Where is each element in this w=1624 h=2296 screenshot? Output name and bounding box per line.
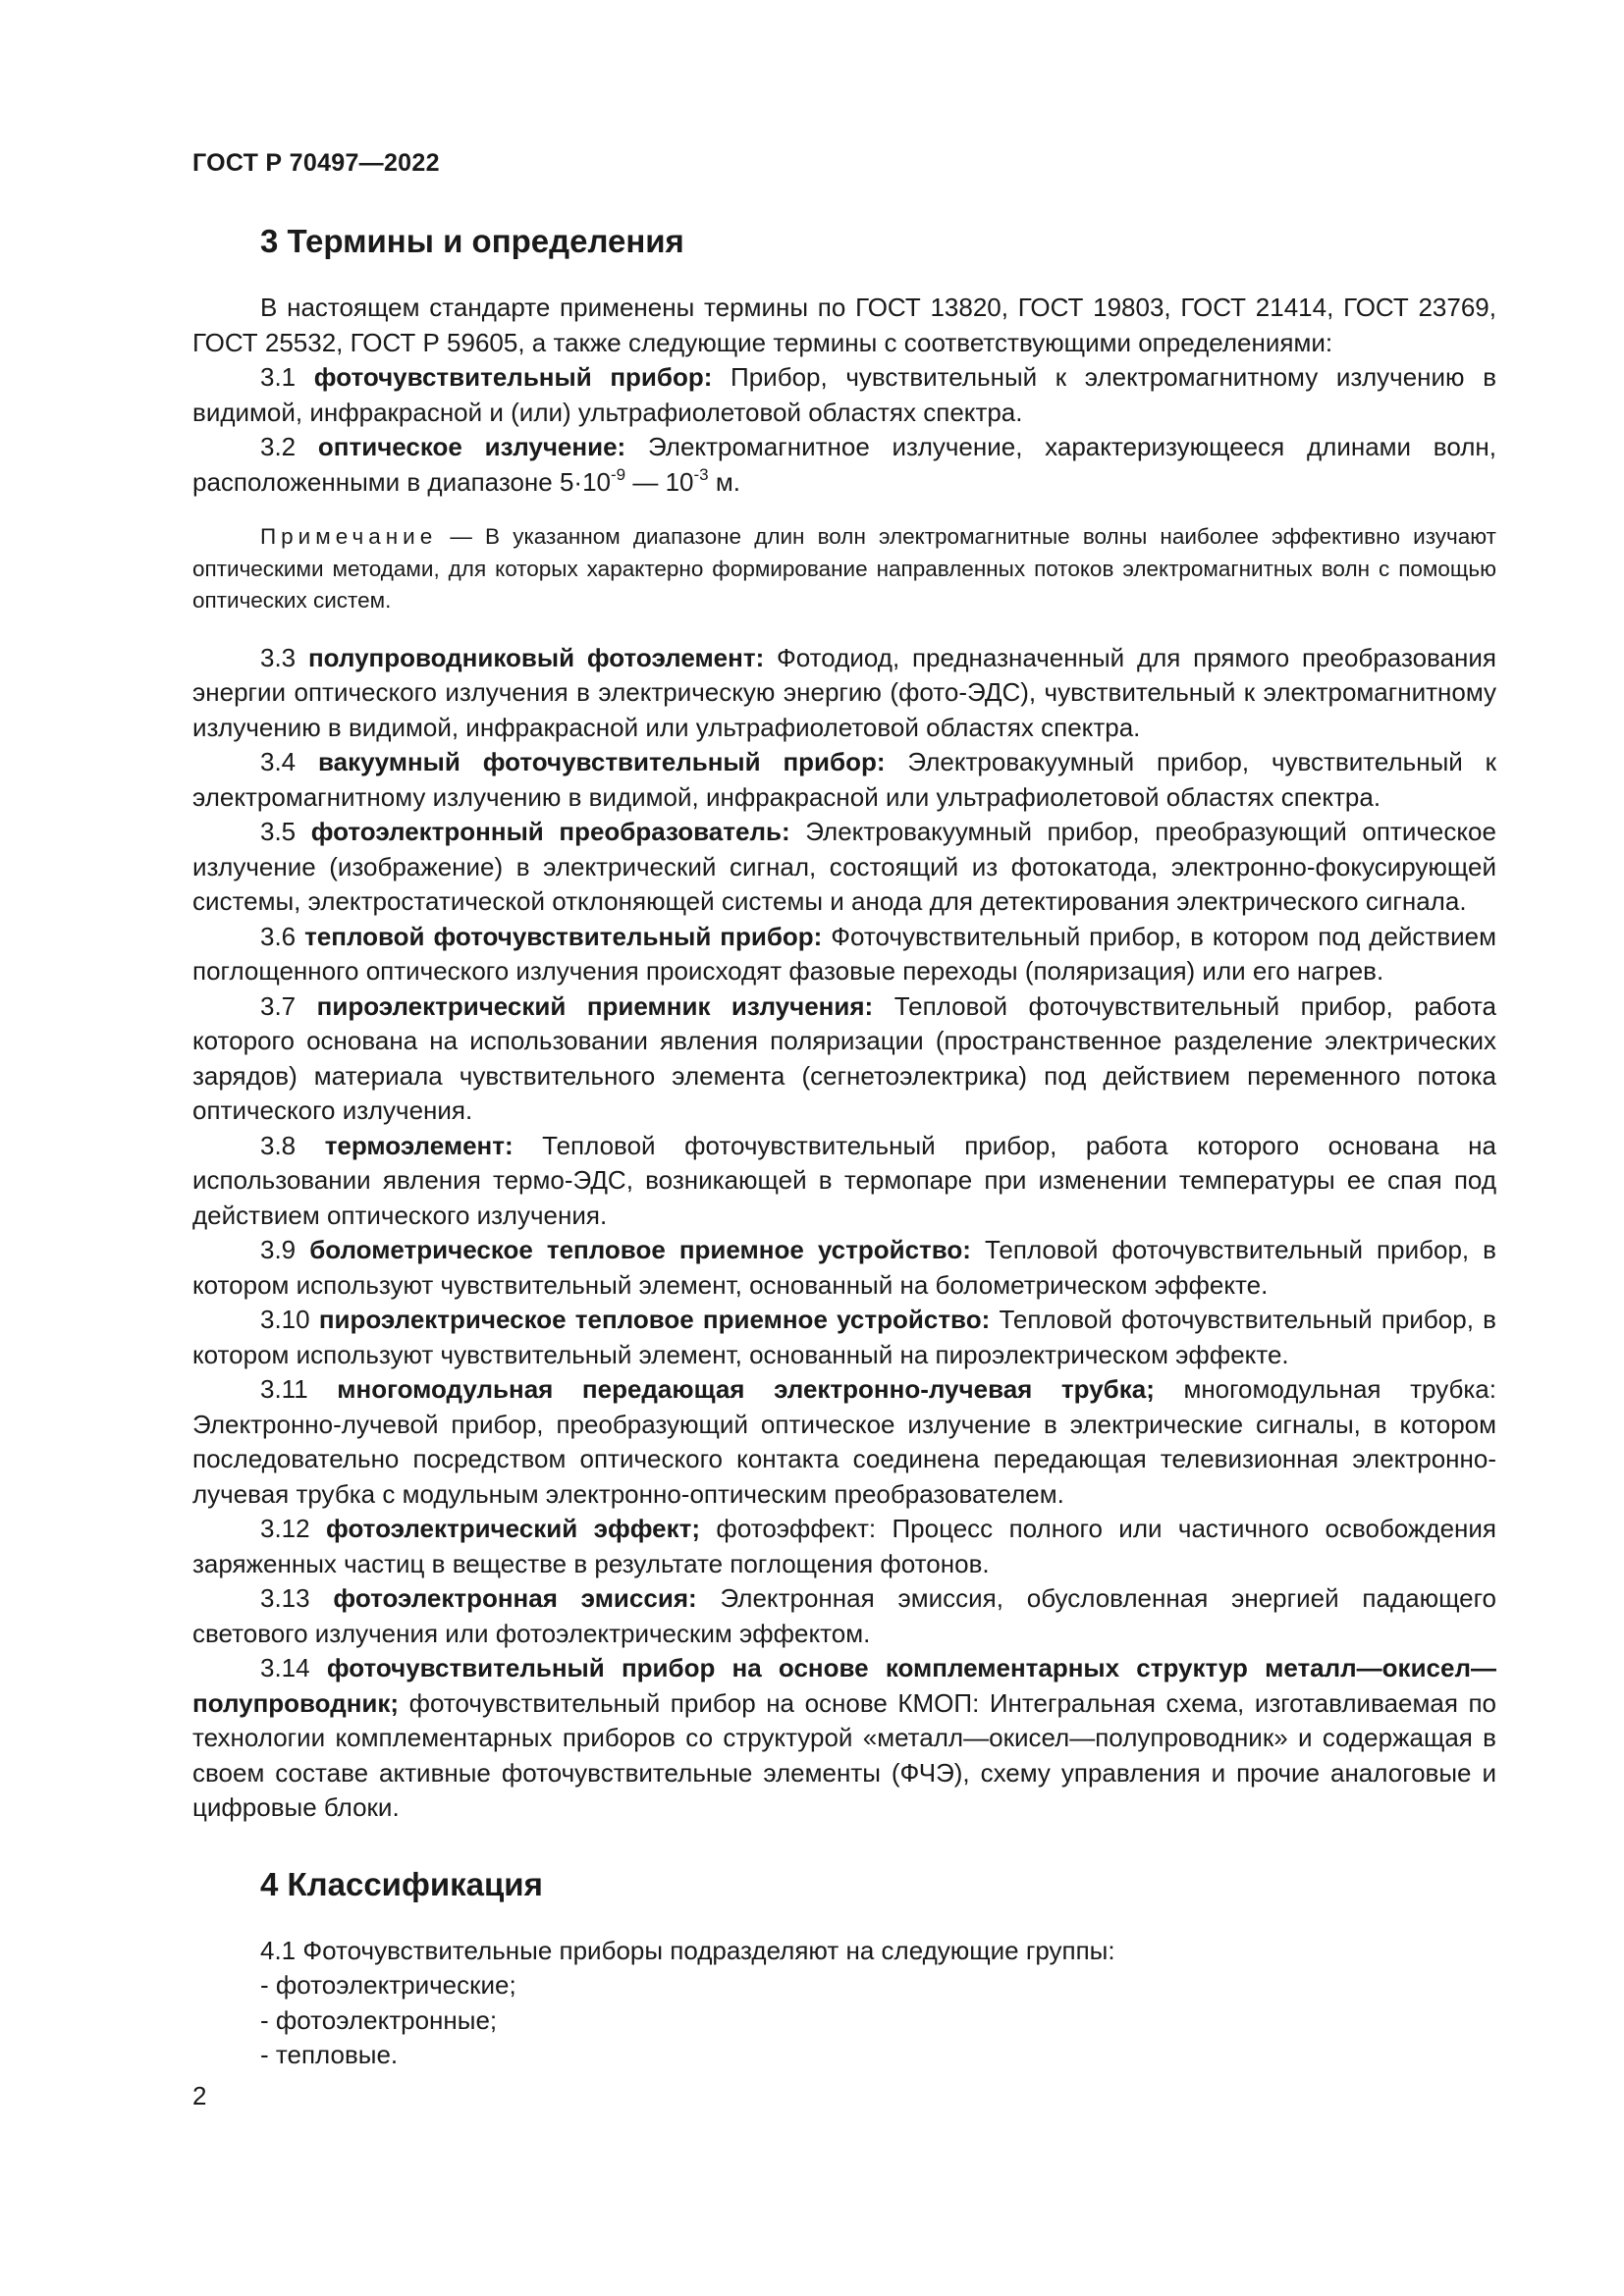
term-number: 3.4 [260,747,297,776]
term-number: 3.1 [260,362,297,392]
term-number: 3.8 [260,1130,297,1160]
list-item: - тепловые. [260,2040,399,2069]
section-4-paragraph: 4.1 Фоточувствительные приборы подразделяют на следующие группы: [260,1935,1115,1965]
term-number: 3.5 [260,817,297,846]
term-number: 3.7 [260,990,297,1021]
list-item: - фотоэлектрические; [260,1970,516,2000]
list-item: - фотоэлектронные; [260,2004,498,2035]
term-number: 3.13 [260,1583,310,1613]
page-number: 2 [192,2081,207,2110]
section-3-intro: В настоящем стандарте применены термины по ГОСТ 13820, ГОСТ 19803, ГОСТ 21414, ГОСТ 23769, ГОСТ 25532, ГОСТ Р 59605, а также следующие термины с соответствующими определениями: [192,293,1496,357]
note-block [192,521,1496,617]
section-4-title: 4 Классификация [260,1865,543,1902]
term-3-12 [192,1512,1496,1581]
term-name: термоэлемент: [324,1130,514,1160]
term-3-11 [192,1372,1496,1512]
term-definition: Электронная эмиссия, обусловленная энергией падающего светового излучения или фотоэлектрическим эффектом. [192,1583,1497,1648]
term-definition: Фотодиод, предназначенный для прямого преобразования энергии оптического излучения в электрическую энергию (фото-ЭДС), чувствительный к электромагнитному излучению в видимой, инфракрасной или ультрафиолетовой областях спектра. [192,642,1496,742]
term-number: 3.9 [260,1235,297,1264]
term-3-3 [192,641,1496,746]
term-number: 3.10 [260,1305,310,1334]
section-3-title: 3 Термины и определения [260,223,684,259]
term-name: фоточувствительный прибор: [313,362,713,392]
term-number: 3.11 [260,1374,308,1404]
exponent: -3 [693,464,709,484]
term-3-13 [192,1581,1496,1651]
term-definition: Тепловой фоточувствительный прибор, в котором используют чувствительный элемент, основанный на болометрическом эффекте. [192,1235,1496,1300]
term-3-2 [192,430,1496,500]
term-definition: многомодульная трубка: Электронно-лучевой прибор, преобразующий оптическое излучение в электрические сигналы, в котором последовательно посредством оптического контакта соединена передающая телевизионная электронно-лучевая трубка с модульным электронно-оптическим преобразователем. [192,1374,1496,1509]
document-header: ГОСТ Р 70497—2022 [192,149,440,177]
term-definition-part: м. [708,466,740,497]
note-label: Примечание [260,524,438,549]
term-number: 3.3 [260,642,297,672]
term-definition-part: — 10 [625,466,694,497]
term-name: полупроводниковый фотоэлемент: [307,642,765,672]
term-definition: Тепловой фоточувствительный прибор, в котором используют чувствительный элемент, основанный на пироэлектрическом эффекте. [192,1305,1496,1369]
term-3-14 [192,1651,1496,1826]
term-3-8 [192,1129,1496,1234]
term-3-7 [192,989,1496,1129]
term-name: фотоэлектронный преобразователь: [310,817,790,846]
term-definition: Тепловой фоточувствительный прибор, работа которого основана на использовании явления термо-ЭДС, возникающей в термопаре при изменении температуры ее спая под действием оптического излучения. [192,1130,1496,1230]
term-number: 3.12 [260,1514,310,1543]
term-number: 3.2 [260,432,297,461]
term-3-9 [192,1233,1496,1303]
term-3-1 [192,360,1496,430]
term-name: фотоэлектронная эмиссия: [333,1583,697,1613]
term-name: болометрическое тепловое приемное устройство: [309,1235,971,1264]
term-3-4 [192,745,1496,815]
term-name: оптическое излучение: [317,432,626,461]
term-definition: Электровакуумный прибор, преобразующий оптическое излучение (изображение) в электрический сигнал, состоящий из фотокатода, электронно-фокусирующей системы, электростатической отклоняющей системы и анода для детектирования электрического сигнала. [192,817,1496,916]
section-3-body [192,291,1496,1826]
page-content [192,220,1496,2073]
term-definition: Электровакуумный прибор, чувствительный к электромагнитному излучению в видимой, инфракрасной или ультрафиолетовой областях спектра. [192,747,1497,812]
term-name: фоточувствительный прибор на основе комплементарных структур металл—окисел—полупроводник; [192,1653,1496,1718]
term-3-6 [192,920,1496,989]
term-definition: фоточувствительный прибор на основе КМОП: Интегральная схема, изготавливаемая по технологии комплементарных приборов со структурой «металл—окисел—полупроводник» и содержащая в своем составе активные фоточувствительные элементы (ФЧЭ), схему управления и прочие аналоговые и цифровые блоки. [192,1687,1496,1822]
section-4-body [192,1934,1496,2073]
term-definition: Прибор, чувствительный к электромагнитному излучению в видимой, инфракрасной и (или) ультрафиолетовой областях спектра. [192,362,1496,427]
term-name: вакуумный фоточувствительный прибор: [318,747,886,776]
term-3-5 [192,815,1496,920]
term-definition: фотоэффект: Процесс полного или частичного освобождения заряженных частиц в веществе в результате поглощения фотонов. [192,1514,1496,1578]
term-definition-part: Электромагнитное излучение, характеризующееся длинами волн, расположенными в диапазоне 5·10 [192,432,1496,497]
term-name: пироэлектрический приемник излучения: [316,990,874,1021]
term-name: многомодульная передающая электронно-лучевая трубка; [337,1374,1155,1404]
term-name: фотоэлектрический эффект; [326,1514,700,1543]
term-name: пироэлектрическое тепловое приемное устройство: [318,1305,991,1334]
term-definition: Тепловой фоточувствительный прибор, работа которого основана на использовании явления поляризации (пространственное разделение электрических зарядов) материала чувствительного элемента (сегнетоэлектрика) под действием переменного потока оптического излучения. [192,990,1496,1125]
term-definition: Фоточувствительный прибор, в котором под действием поглощенного оптического излучения происходят фазовые переходы (поляризация) или его нагрев. [192,921,1497,986]
note-text: — В указанном диапазоне длин волн электромагнитные волны наиболее эффективно изучают оптическими методами, для которых характерно формирование направленных потоков электромагнитных волн с помощью оптических систем. [192,524,1496,613]
term-number: 3.14 [260,1653,310,1682]
term-number: 3.6 [260,921,297,951]
term-name: тепловой фоточувствительный прибор: [304,921,823,951]
exponent: -9 [611,464,626,484]
term-3-10 [192,1303,1496,1372]
